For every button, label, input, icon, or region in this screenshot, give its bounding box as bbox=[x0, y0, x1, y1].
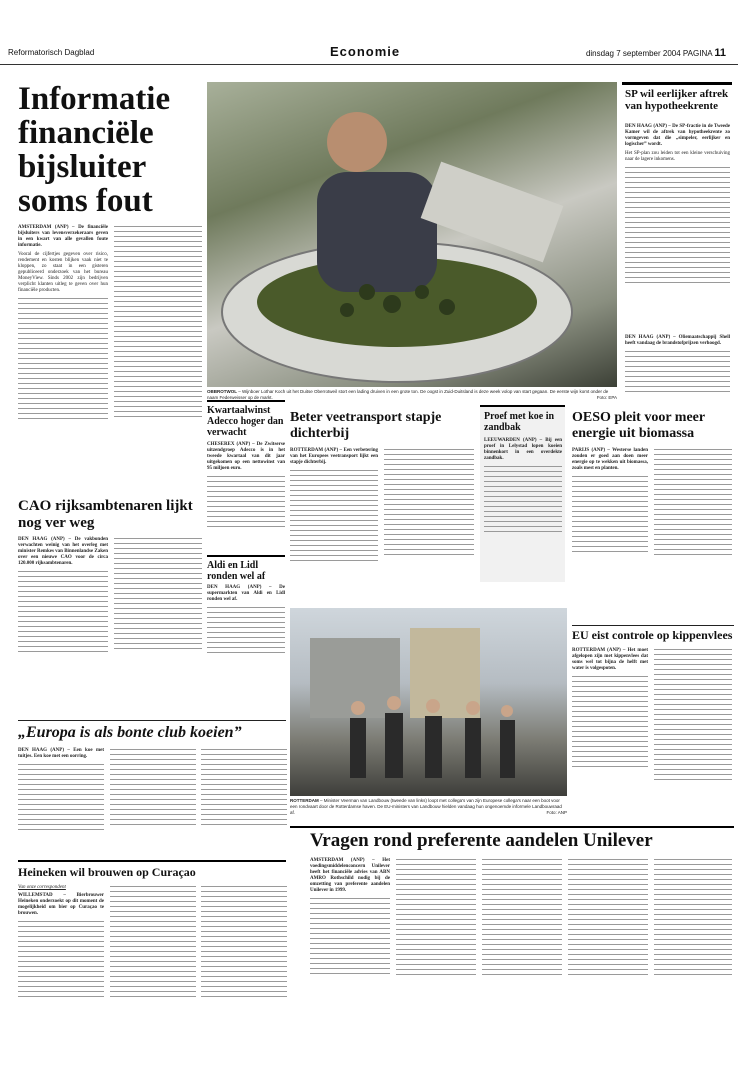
photo-illustration-ministers bbox=[290, 608, 567, 796]
sidebar-story: DEN HAAG (ANP) – De SP-fractie in de Tweede Kamer wil de aftrek van hypotheekrente zo vormgeven dat die „simpeler, eerlijker en logischer” wordt. Het SP-plan zou leiden tot een kleine verschuiving naar de lagere inkomens. bbox=[625, 124, 730, 287]
main-headline: Informatie financiële bijsluiter soms fout bbox=[18, 81, 171, 219]
cao-headline: CAO rijksambtenaren lijkt nog ver weg bbox=[18, 498, 193, 531]
main-story-col1 bbox=[18, 225, 108, 423]
kippen-story: ROTTERDAM (ANP) – Het moet afgelopen zijn met kippenvlees dat soms wel tot bijna de helft met water is volgespoten. bbox=[572, 648, 648, 771]
photo-illustration bbox=[207, 82, 617, 387]
europa-story: DEN HAAG (ANP) – Een koe met tuitjes. Een koe met een oorring. bbox=[18, 748, 104, 834]
adecco-headline: Kwartaalwinst Adecco hoger dan verwacht bbox=[207, 405, 284, 438]
heineken-story: Van onze correspondent WILLEMSTAD – Bierbrouwer Heineken onderzoekt op dit moment de mogelijkheid om bier op Curaçao te brouwen. bbox=[18, 885, 104, 1001]
main-body: Vooral de cijfertjes gegeven over risico, rendement en kosten blijken vaak niet te kloppen, zo staat in een gisteren gepubliceerd onderzoek van het bureau MoneyView. Sinds 2002 zijn bedrijven verplicht klanten uitleg te geven over hun financiële producten. bbox=[18, 252, 108, 293]
unilever-headline: Vragen rond preferente aandelen Unilever bbox=[310, 830, 653, 851]
heineken-headline: Heineken wil brouwen op Curaçao bbox=[18, 865, 196, 879]
main-photo-caption: OBBROTWOL – Wijnboer Lothar Koch uit het Duitse Oberrotweil stort een lading druiven in een grote ton. De oogst in Zuid-Duitsland is deze week volop van start gegaan. De eerste wijn komt onder de naam Federweisser op de markt. Foto: EPA bbox=[207, 389, 617, 400]
wine-harvest-photo bbox=[207, 82, 617, 387]
aldi-headline: Aldi en Lidl ronden wel af bbox=[207, 560, 266, 582]
main-story-col2 bbox=[114, 226, 202, 421]
europa-headline: „Europa is als bonte club koeien” bbox=[18, 724, 242, 741]
sidebar-headline: SP wil eerlijker aftrek van hypotheekrente bbox=[625, 88, 729, 112]
shell-brief: DEN HAAG (ANP) – Oliemaatschappij Shell heeft vandaag de brandstofprijzen verhoogd. bbox=[625, 335, 730, 396]
heineken-byline: Van onze correspondent bbox=[18, 885, 66, 890]
cao-story: DEN HAAG (ANP) – De vakbonden verwachten weinig van het overleg met minister Remkes van Binnenlandse Zaken over een nieuwe CAO voor de circa 120.000 rijksambtenaren. bbox=[18, 537, 108, 656]
adecco-story: CHESEREX (ANP) – De Zwitserse uitzendgroep Adecco is in het tweede kwartaal van dit jaar uitgekomen op een nettowinst van 95 miljoen euro. bbox=[207, 442, 285, 531]
publication-name: Reformatorisch Dagblad bbox=[8, 48, 95, 57]
date-page: dinsdag 7 september 2004 PAGINA 11 bbox=[585, 47, 726, 59]
main-lead: AMSTERDAM (ANP) – De financiële bijsluiters van levensverzekeraars geven in een kwart van alle gevallen foute informatie. bbox=[18, 225, 108, 248]
section-title: Economie bbox=[330, 44, 401, 59]
oeso-headline: OESO pleit voor meer energie uit biomassa bbox=[572, 410, 705, 441]
proef-story: LEEUWARDEN (ANP) – Bij een proef in Lelystad lopen koeien binnenkort in een overdekte zandbak. bbox=[484, 438, 562, 536]
aldi-story: DEN HAAG (ANP) – De supermarkten van Aldi en Lidl ronden wel af. bbox=[207, 585, 285, 657]
veetransport-story: ROTTERDAM (ANP) – Een verbetering van het Europees veetransport lijkt een stapje dichterbij. bbox=[290, 448, 378, 565]
oeso-story: PARIJS (ANP) – Westerse landen zouden er goed aan doen meer energie op te wekken uit biomassa, zoals mest en planten. bbox=[572, 448, 648, 556]
veetransport-headline: Beter veetransport stapje dichterbij bbox=[290, 410, 442, 441]
ministers-photo bbox=[290, 608, 567, 796]
page-header bbox=[0, 42, 738, 65]
proef-headline: Proef met koe in zandbak bbox=[484, 411, 555, 433]
kippen-headline: EU eist controle op kippenvlees bbox=[572, 628, 733, 642]
unilever-story: AMSTERDAM (ANP) – Het voedingsmiddelenconcern Unilever heeft het financiële advies van ABN AMRO Rothschild nodig bij de omzetting van preferente aandelen Unilever in 1999. bbox=[310, 858, 390, 978]
ministers-photo-caption: ROTTERDAM – Minister Veerman van Landbouw (tweede van links) loopt met collega's van zijn Europese collega's naar een boot voor een rondvaart door de Rotterdamse haven. De EU-ministers van Landbouw hielden vandaag hun ongenoemde informele Landbouwraad af. Foto: ANP bbox=[290, 798, 567, 815]
